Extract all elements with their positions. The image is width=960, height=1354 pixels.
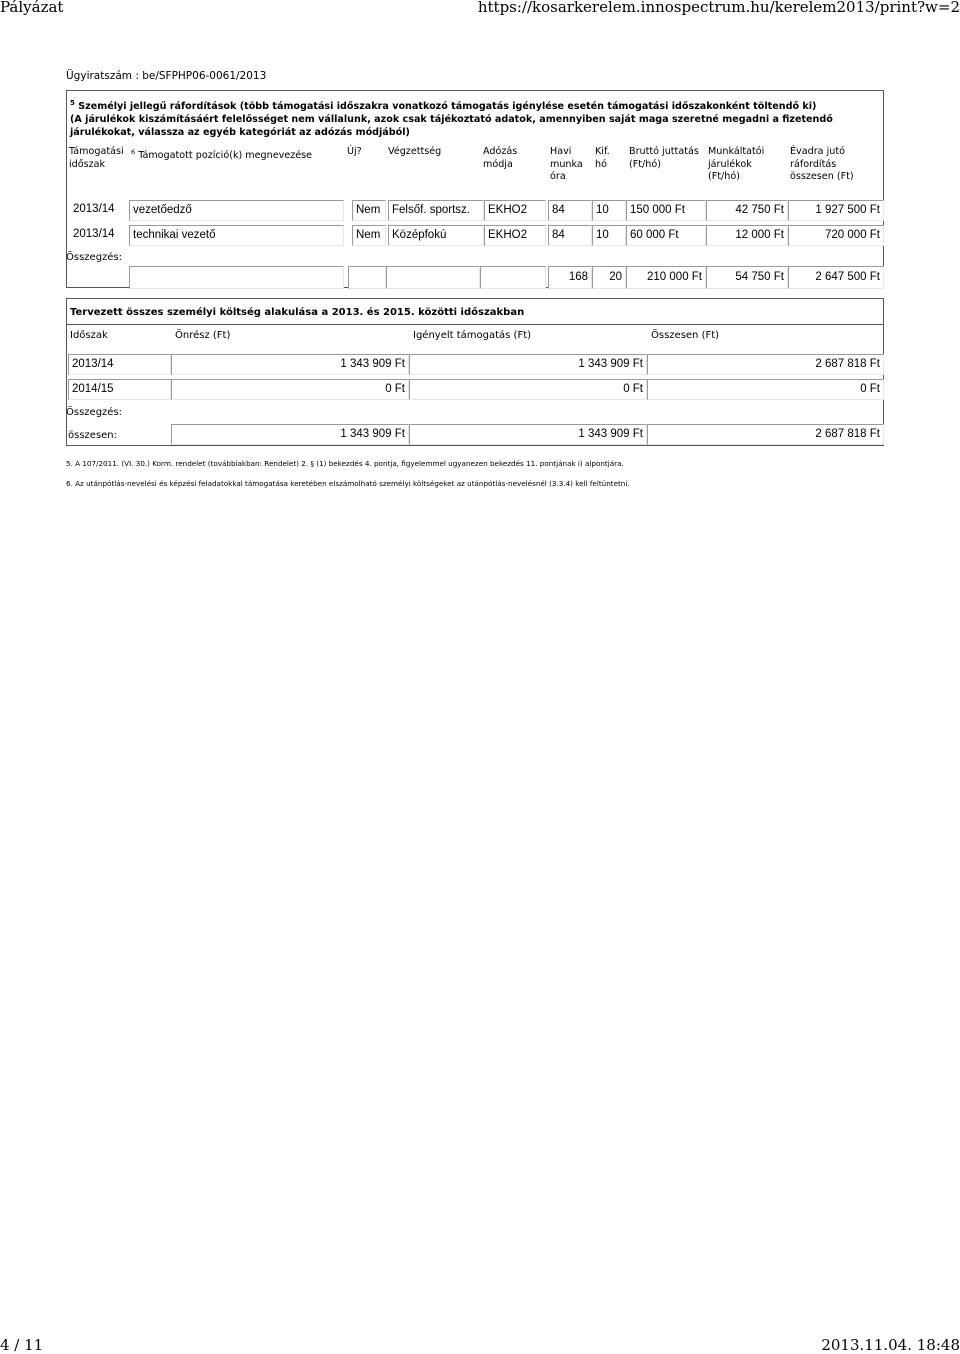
summary-label: Összegzés: [66,252,123,263]
season-field[interactable]: 720 000 Ft [788,225,884,246]
education-select[interactable]: Középfokú [388,225,484,246]
hours-field[interactable]: 84 [548,200,592,221]
print-datetime: 2013.11.04. 18:48 [821,1336,960,1354]
col-header-period: Támogatási időszak [69,146,124,170]
gross-field[interactable]: 150 000 Ft [626,200,706,221]
col-header-hours: Havi munka óra [550,146,583,182]
col-header-period: Időszak [70,330,108,341]
page-number: 4 / 11 [0,1336,44,1354]
footnote-6: 6. Az utánpótlás-nevelési és képzési feladatokkal támogatása keretében elszámolható személyi költségeket az utánpótlás-nevelésnél (3.3.4) kell feltüntetni. [66,479,630,488]
col-header-tax: Adózás módja [483,146,518,170]
personnel-costs-heading: $^5$ Személyi jellegű ráfordítások (több támogatási időszakra vonatkozó támogatás igénylése esetén támogatási időszakonként töltendő ki) (A járulékok kiszámításáért felelősséget nem vállalunk, azok csak tájékoztató adatok, amennyiben saját maga szeretné megadni a fizetendő járulékokat, válassza az egyéb kategóriát az adózás módjából) [70,99,833,139]
own-field[interactable]: 1 343 909 Ft [171,354,409,375]
education-select[interactable]: Felsőf. sportsz. [388,200,484,221]
summary-blank [348,266,386,289]
own-field[interactable]: 0 Ft [171,379,409,400]
summary-blank [129,266,344,289]
gross-field[interactable]: 60 000 Ft [626,225,706,246]
col-header-position: $^6$ Támogatott pozíció(k) megnevezése [131,148,313,162]
requested-field[interactable]: 0 Ft [409,379,647,400]
case-number: Ügyiratszám : be/SFPHP06-0061/2013 [66,70,267,82]
row-period: 2013/14 [73,203,115,215]
position-field[interactable]: vezetőedző [129,200,344,221]
col-header-requested: Igényelt támogatás (Ft) [413,330,532,341]
tax-select[interactable]: EKHO2 [484,200,546,221]
total-own: 1 343 909 Ft [171,424,409,445]
summary-blank [480,266,546,289]
summary-employer: 54 750 Ft [706,266,788,289]
total-field[interactable]: 0 Ft [647,379,884,400]
employer-field[interactable]: 42 750 Ft [706,200,788,221]
summary-months: 20 [592,266,626,289]
requested-field[interactable]: 1 343 909 Ft [409,354,647,375]
col-header-own: Önrész (Ft) [175,330,231,341]
col-header-employer: Munkáltatói járulékok (Ft/hó) [708,146,765,182]
season-field[interactable]: 1 927 500 Ft [788,200,884,221]
total-requested: 1 343 909 Ft [409,424,647,445]
col-header-season: Évadra jutó ráfordítás összesen (Ft) [790,146,854,182]
summary-label: Összegzés: [66,407,123,418]
summary-blank [386,266,480,289]
divider [66,324,884,325]
col-header-education: Végzettség [388,146,442,157]
page-title: Pályázat [0,0,64,16]
position-field[interactable]: technikai vezető [129,225,344,246]
row-period: 2013/14 [68,354,171,375]
total-field[interactable]: 2 687 818 Ft [647,354,884,375]
summary-hours: 168 [548,266,592,289]
col-header-gross: Bruttó juttatás (Ft/hó) [629,146,699,170]
col-header-months: Kif. hó [595,146,610,170]
row-period: 2014/15 [68,379,171,400]
employer-field[interactable]: 12 000 Ft [706,225,788,246]
col-header-new: Új? [347,146,362,157]
total-label: összesen: [68,430,118,441]
summary-gross: 210 000 Ft [626,266,706,289]
cost-breakdown-title: Tervezett összes személyi költség alakulása a 2013. és 2015. közötti időszakban [70,307,525,318]
new-select[interactable]: Nem [352,200,386,221]
footnote-5: 5. A 107/2011. (VI. 30.) Korm. rendelet (továbbiakban: Rendelet) 2. § (1) bekezdés 4. pontja, figyelemmel ugyanezen bekezdés 11. pontjának i) alpontjára. [66,459,624,468]
hours-field[interactable]: 84 [548,225,592,246]
page-url: https://kosarkerelem.innospectrum.hu/kerelem2013/print?w=2 [477,0,960,16]
total-sum: 2 687 818 Ft [647,424,884,445]
col-header-total: Összesen (Ft) [651,330,720,341]
tax-select[interactable]: EKHO2 [484,225,546,246]
summary-season: 2 647 500 Ft [788,266,884,289]
months-field[interactable]: 10 [592,200,626,221]
row-period: 2013/14 [73,228,115,240]
months-field[interactable]: 10 [592,225,626,246]
new-select[interactable]: Nem [352,225,386,246]
